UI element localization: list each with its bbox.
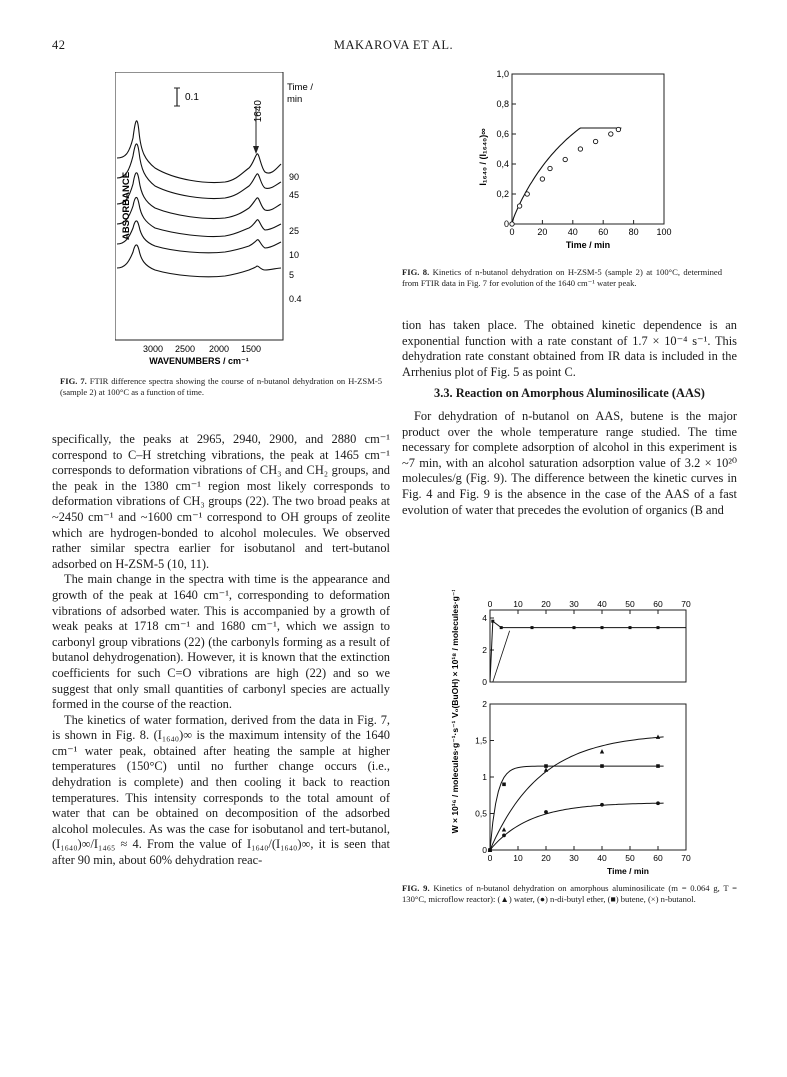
fig9-top-line	[490, 621, 686, 682]
fig9-plot-area	[450, 590, 691, 876]
fig9-bottom-frame	[490, 704, 686, 850]
fig7-curve-25	[117, 173, 281, 219]
left-paragraph-2: The main change in the spectra with time is the appearance and growth of the peak at 1640 cm⁻¹, corresponding to deformation vibrations of adsorbed water. This is accompanied by a growth of weak peaks at 1718 cm⁻¹ and 1680 cm⁻¹, which we assign to carbonyl group vibrations (22) (the carbonyls forming as a result of butanol dehydrogenation). However, it is known that the extinction coefficients for such C=O vibrations are high (22) and so we suggest that only small quantities of carbonyl species are actually formed in the course of the reaction.	[52, 572, 390, 712]
fig9-ether-point	[502, 834, 506, 838]
fig8-caption-text: Kinetics of n-butanol dehydration on H-ZSM-5 (sample 2) at 100°C, determined from FTIR data in Fig. 7 for evolution of the 1640 cm⁻¹ water peak.	[402, 267, 722, 288]
fig8-ytick-label: 0,6	[496, 129, 509, 139]
fig9-top-point	[657, 626, 660, 629]
fig9-butene-point	[656, 764, 660, 768]
fig8-data-point	[548, 166, 552, 170]
fig8-ylabel: I₁₆₄₀ / (I₁₆₄₀)∞	[478, 128, 488, 186]
fig7-time-label-2: min	[287, 94, 303, 105]
fig9-bottom-xtick-label: 20	[541, 853, 551, 863]
fig7-xtick-1500: 1500	[240, 344, 262, 354]
fig8-data-point	[525, 192, 529, 196]
fig9-top-ytick-label: 2	[482, 645, 487, 655]
fig8-caption-label: FIG. 8.	[402, 267, 430, 277]
fig8-fit-line	[512, 128, 621, 224]
fig8-plot-area	[478, 69, 672, 250]
fig7-xtick-3000: 3000	[142, 344, 164, 354]
fig8-ytick-label: 0,2	[496, 189, 509, 199]
fig7-xlabel: WAVENUMBERS / cm⁻¹	[149, 356, 249, 366]
fig8-ytick-label: 0,4	[496, 159, 509, 169]
fig9-bottom-xtick-label: 0	[487, 853, 493, 863]
fig8-ytick-label: 0	[503, 219, 509, 229]
fig8-xtick-label: 100	[656, 227, 672, 237]
fig9-top-point	[491, 620, 494, 623]
fig9-top-ytick-label: 0	[482, 677, 487, 687]
fig9-top-point	[601, 626, 604, 629]
fig9-bottom-xtick-label: 30	[569, 853, 579, 863]
right-paragraph-2: For dehydration of n-butanol on AAS, butene is the major product over the whole temperature range studied. The time necessary for complete adsorption of alcohol in this experiment is ~7 min, with an alcohol saturation adsorption value of 3.2 × 10²⁰ molecules/g (Fig. 9). The difference between the kinetic curves in Fig. 4 and Fig. 9 is the absence in the case of the AAS of a fast evolution of water that precedes the evolution of organics (B and	[402, 409, 737, 517]
section-heading: 3.3. Reaction on Amorphous Aluminosilicate (AAS)	[434, 386, 705, 400]
fig9-top-xtick-label: 40	[597, 599, 607, 609]
fig9-ether-line	[490, 803, 664, 850]
fig7-peak-arrowhead	[253, 146, 259, 154]
fig8-data-point	[609, 132, 613, 136]
fig9-bottom-ytick-label: 1,5	[475, 735, 487, 746]
fig7-curve-5	[117, 221, 281, 253]
fig8-xtick-label: 0	[509, 227, 515, 237]
fig9-top-xtick-label: 50	[625, 599, 635, 609]
fig9-top-point	[500, 626, 503, 629]
fig8-caption	[402, 267, 722, 289]
fig9-bottom-ytick-label: 2	[482, 699, 487, 709]
running-title: MAKAROVA ET AL.	[333, 38, 454, 52]
fig9-top-point	[531, 626, 534, 629]
fig7-peak-label: 1640	[253, 100, 264, 123]
fig8-xlabel: Time / min	[565, 240, 611, 250]
fig8-data-point	[616, 127, 620, 131]
fig8-data-point	[578, 147, 582, 151]
fig9-bottom-ytick-label: 1	[482, 772, 487, 782]
fig9-top-xtick-label: 20	[541, 599, 551, 609]
fig9-caption-label: FIG. 9.	[402, 883, 430, 893]
fig9-top-xtick-label: 10	[513, 599, 523, 609]
fig9-bottom-xtick-label: 70	[681, 853, 691, 863]
fig8-data-point	[593, 139, 597, 143]
fig9-top-xtick-label: 60	[653, 599, 663, 609]
fig7-curve-10	[117, 197, 281, 236]
fig8-chart	[472, 66, 692, 266]
fig8-data-point	[517, 204, 521, 208]
fig7-caption-text: FTIR difference spectra showing the course of n-butanol dehydration on H-ZSM-5 (sample 2) at 100°C as a function of time.	[60, 376, 382, 397]
fig8-data-point	[510, 222, 514, 226]
fig9-top-xtick-label: 70	[681, 599, 691, 609]
right-column-top	[402, 318, 737, 380]
fig7-curve-label-0.4: 0.4	[289, 294, 302, 304]
fig9-top-xtick-label: 30	[569, 599, 579, 609]
figure-7	[115, 72, 405, 377]
fig7-curve-label-10: 10	[289, 250, 300, 260]
fig9-ether-point	[600, 803, 604, 807]
left-paragraph-1: specifically, the peaks at 2965, 2940, 2900, and 2880 cm⁻¹ correspond to C–H stretching vibrations, the peak at 1465 cm⁻¹ corresponds to deformation vibrations of CH₃ and CH₂ groups, and the peak in the 1380 cm⁻¹ region most likely corresponds to deformation vibrations of CH₃ groups (22). The two broad peaks at ~2450 cm⁻¹ and ~1600 cm⁻¹ correspond to OH groups of zeolite which are hydrogen-bonded to alcohol molecules. We observed rather similar spectra earlier for isobutanol and tert-butanol adsorbed on H-ZSM-5 (10, 11).	[52, 432, 390, 571]
fig9-water-point	[544, 767, 548, 771]
fig9-ether-point	[544, 810, 548, 814]
fig7-spectra	[115, 72, 405, 372]
fig9-ether-point	[656, 801, 660, 805]
page-number: 42	[52, 38, 66, 52]
fig9-caption	[402, 883, 737, 905]
fig7-curve-label-45: 45	[289, 190, 300, 200]
fig9-water-point	[656, 735, 660, 739]
fig7-caption-label: FIG. 7.	[60, 376, 87, 386]
fig7-caption	[60, 376, 382, 398]
fig8-xtick-label: 20	[537, 227, 548, 237]
fig9-butene-point	[502, 783, 506, 787]
fig9-bottom-ytick-label: 0	[482, 845, 487, 855]
fig9-butene-point	[544, 764, 548, 768]
fig9-xlabel: Time / min	[607, 866, 649, 876]
fig9-water-line	[490, 737, 664, 850]
fig9-top-point	[573, 626, 576, 629]
fig8-data-point	[540, 177, 544, 181]
fig9-bottom-ytick-label: 0,5	[475, 808, 487, 819]
fig9-bottom-xtick-label: 10	[513, 853, 523, 863]
right-column-body	[402, 409, 737, 518]
fig9-top-ytick-label: 4	[482, 613, 487, 623]
fig9-caption-text: Kinetics of n-butanol dehydration on amorphous aluminosilicate (m = 0.064 g, T = 130°C, microflow reactor): (▲) water, (●) n-di-butyl ether, (■) butene, (×) n-butanol.	[402, 883, 737, 904]
left-paragraph-3: The kinetics of water formation, derived from the data in Fig. 7, is shown in Fig. 8. (I₁₆₄₀)∞ is the maximum intensity of the 1640 cm⁻¹ water peak, obtained after heating the sample at higher temperatures (150°C) until no further change occurs (i.e., dehydration is complete) and then cooling it back to reaction temperatures. This intensity corresponds to the total amount of water that can be obtained on decomposition of the adsorbed alcohol molecules. As was the case for isobutanol and tert-butanol, (I₁₆₄₀)∞/I₁₄₆₅ ≈ 4. From the value of I₁₆₄₀/(I₁₆₄₀)∞, it is seen that after 90 min, about 60% dehydration reac-	[52, 712, 390, 868]
fig8-xtick-label: 60	[598, 227, 609, 237]
fig7-scale-label: 0.1	[185, 92, 199, 103]
fig9-top-xtick-label: 0	[487, 599, 493, 609]
fig9-butene-point	[488, 848, 492, 852]
fig9-bottom-ylabel: W × 10¹⁶ / molecules·g⁻¹·s⁻¹	[450, 720, 460, 834]
fig9-bottom-xtick-label: 60	[653, 853, 663, 863]
fig7-xtick-2000: 2000	[208, 344, 230, 354]
figure-9	[442, 590, 732, 885]
fig8-ytick-label: 0,8	[496, 99, 509, 109]
fig7-time-label: Time /	[287, 82, 314, 93]
figure-8	[472, 66, 692, 271]
fig8-xtick-label: 80	[628, 227, 639, 237]
fig9-bottom-xtick-label: 40	[597, 853, 607, 863]
fig8-xtick-label: 40	[567, 227, 578, 237]
fig9-butene-point	[600, 764, 604, 768]
fig7-curve-label-5: 5	[289, 270, 295, 280]
fig7-xtick-2500: 2500	[174, 344, 196, 354]
fig9-top-rise-line	[493, 631, 510, 682]
fig8-data-point	[563, 157, 567, 161]
fig9-bottom-xtick-label: 50	[625, 853, 635, 863]
fig9-water-point	[502, 827, 506, 831]
fig8-frame	[512, 74, 664, 224]
fig8-ytick-label: 1,0	[496, 69, 509, 79]
fig7-ylabel: ABSORBANCE	[121, 171, 132, 241]
fig9-top-ylabel: V₀(BuOH) × 10¹⁸ / molecules·g⁻¹·s⁻¹	[450, 590, 460, 719]
fig7-curve-label-25: 25	[289, 226, 300, 236]
fig9-top-frame	[490, 610, 686, 682]
left-column	[52, 432, 390, 869]
fig7-curve-label-90: 90	[289, 172, 300, 182]
fig7-curve-0.4	[117, 245, 281, 277]
fig9-top-point	[629, 626, 632, 629]
fig9-water-point	[600, 749, 604, 753]
fig9-chart	[442, 590, 732, 880]
right-paragraph-1: tion has taken place. The obtained kinetic dependence is an exponential function with a rate constant of 1.7 × 10⁻⁴ s⁻¹. This dehydration rate constant obtained from IR data is included in the Arrhenius plot of Fig. 5 as point C.	[402, 318, 737, 379]
